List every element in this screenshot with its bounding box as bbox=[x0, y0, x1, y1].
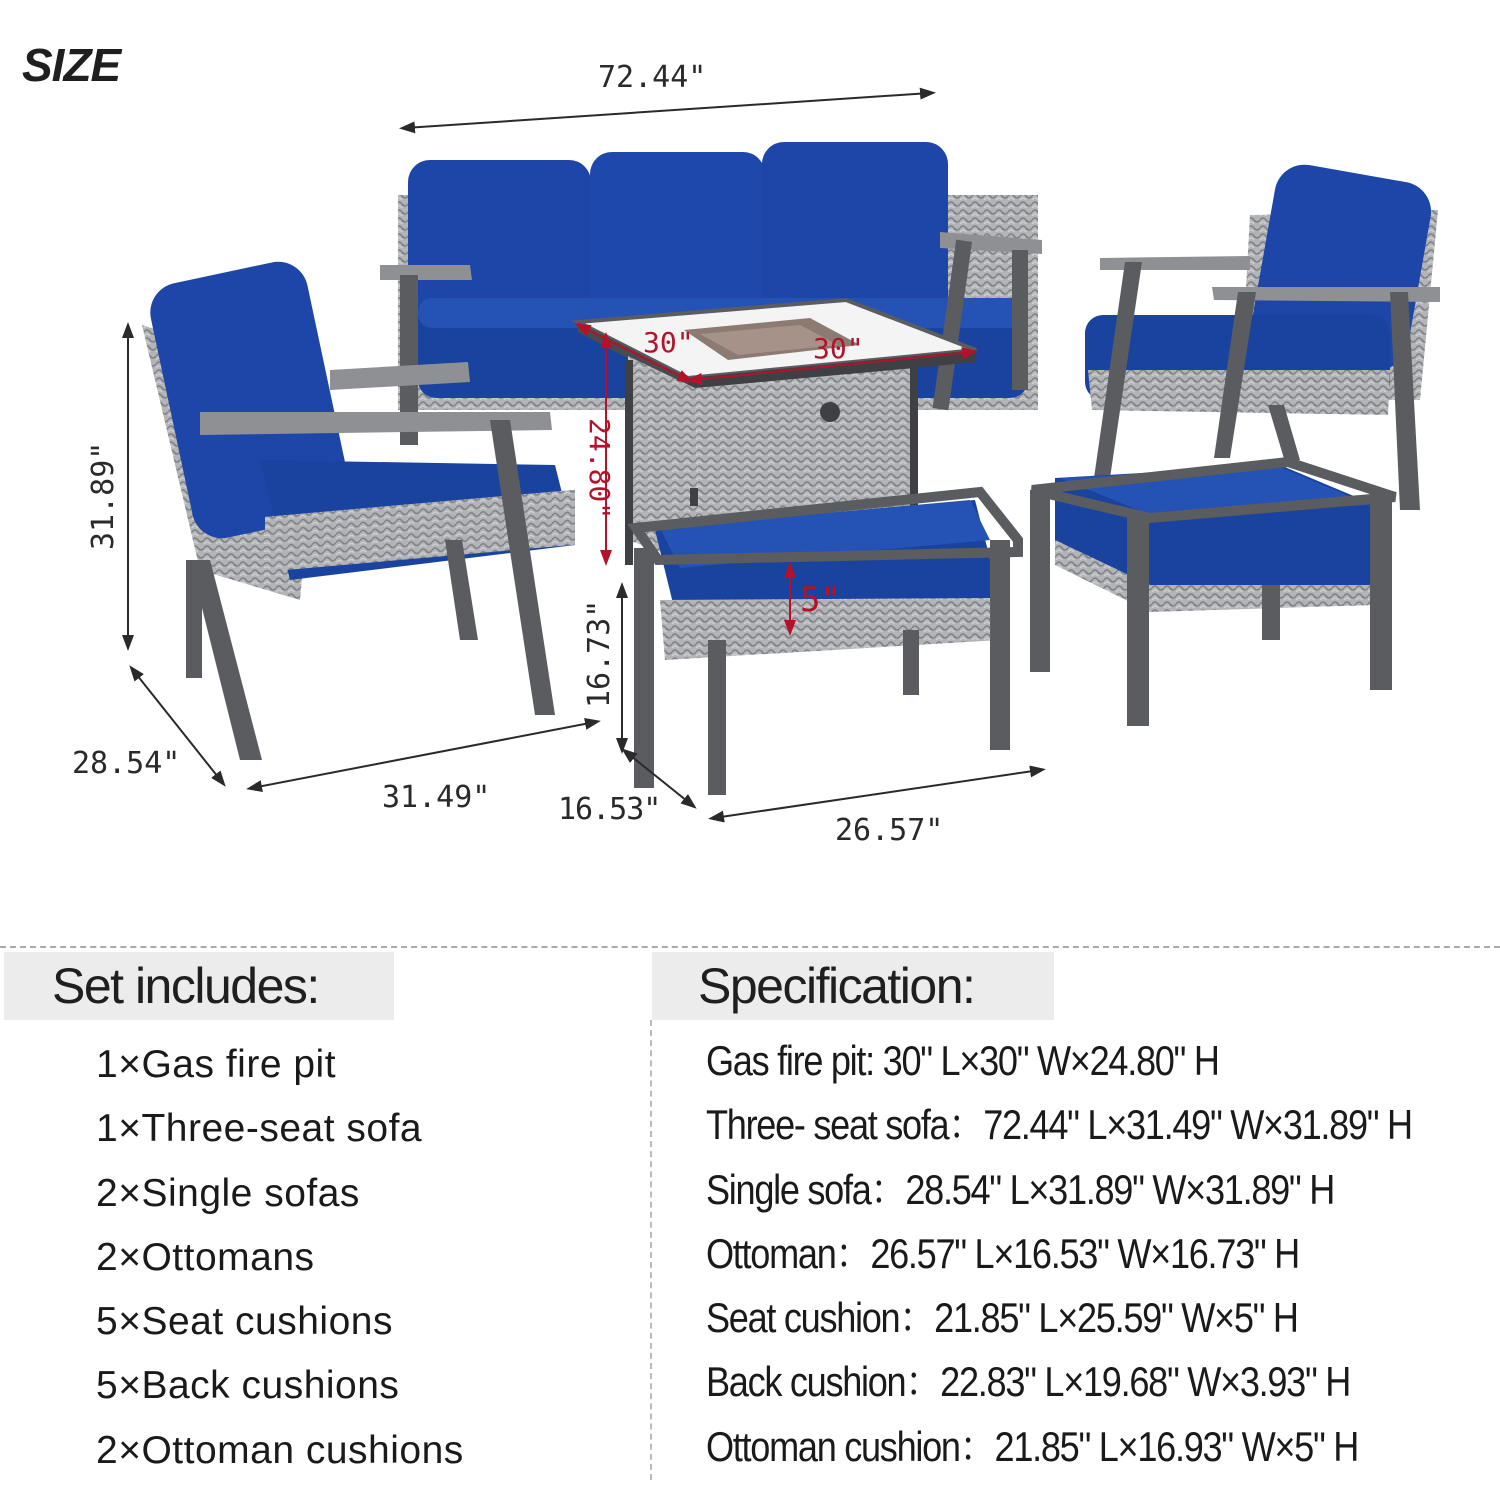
set-includes-heading: Set includes: bbox=[52, 958, 319, 1014]
dim-chair-height: 31.89" bbox=[86, 441, 121, 550]
dim-ottoman-depth: 16.53" bbox=[558, 792, 661, 827]
set-includes-header bbox=[4, 952, 394, 1020]
dim-chair-depth: 28.54" bbox=[72, 746, 181, 781]
dim-cushion-thickness: 5" bbox=[800, 580, 841, 620]
list-item: Single sofa：28.54" L×31.89" W×31.89" H bbox=[706, 1165, 1335, 1213]
list-item: 1×Three-seat sofa bbox=[96, 1107, 423, 1151]
list-item: 2×Ottoman cushions bbox=[96, 1428, 464, 1472]
column-divider bbox=[650, 1020, 652, 1480]
list-item: 5×Back cushions bbox=[96, 1364, 400, 1408]
front-ottoman bbox=[634, 492, 1018, 795]
specification-list bbox=[706, 1035, 1500, 1485]
dim-sofa-length: 72.44" bbox=[598, 60, 707, 95]
list-item: Ottoman：26.57" L×16.53" W×16.73" H bbox=[706, 1229, 1299, 1277]
specification-header bbox=[652, 952, 1054, 1020]
dim-firepit-width: 30" bbox=[813, 332, 864, 365]
list-item: 1×Gas fire pit bbox=[96, 1043, 337, 1086]
section-divider bbox=[0, 946, 1500, 948]
size-title: SIZE bbox=[22, 39, 121, 91]
list-item: 2×Single sofas bbox=[96, 1171, 360, 1215]
dim-ottoman-height: 16.73" bbox=[582, 599, 617, 708]
dim-firepit-height: 24.80" bbox=[583, 418, 616, 520]
right-ottoman bbox=[1030, 462, 1395, 726]
list-item: Three- seat sofa：72.44" L×31.49" W×31.89" H bbox=[706, 1101, 1412, 1149]
list-item: Back cushion：22.83" L×19.68" W×3.93" H bbox=[706, 1358, 1351, 1406]
list-item: Gas fire pit: 30" L×30" W×24.80" H bbox=[706, 1037, 1219, 1084]
list-item: Seat cushion：21.85" L×25.59" W×5" H bbox=[706, 1294, 1298, 1342]
dim-firepit-length: 30" bbox=[643, 326, 694, 359]
specification-heading: Specification: bbox=[698, 958, 975, 1014]
dim-chair-width: 31.49" bbox=[382, 780, 491, 815]
list-item: 5×Seat cushions bbox=[96, 1300, 393, 1344]
dim-ottoman-width: 26.57" bbox=[835, 813, 944, 848]
right-single-sofa bbox=[1085, 160, 1440, 510]
list-item: Ottoman cushion：21.85" L×16.93" W×5" H bbox=[706, 1422, 1359, 1470]
set-includes-list bbox=[96, 1040, 464, 1490]
list-item: 2×Ottomans bbox=[96, 1235, 315, 1279]
